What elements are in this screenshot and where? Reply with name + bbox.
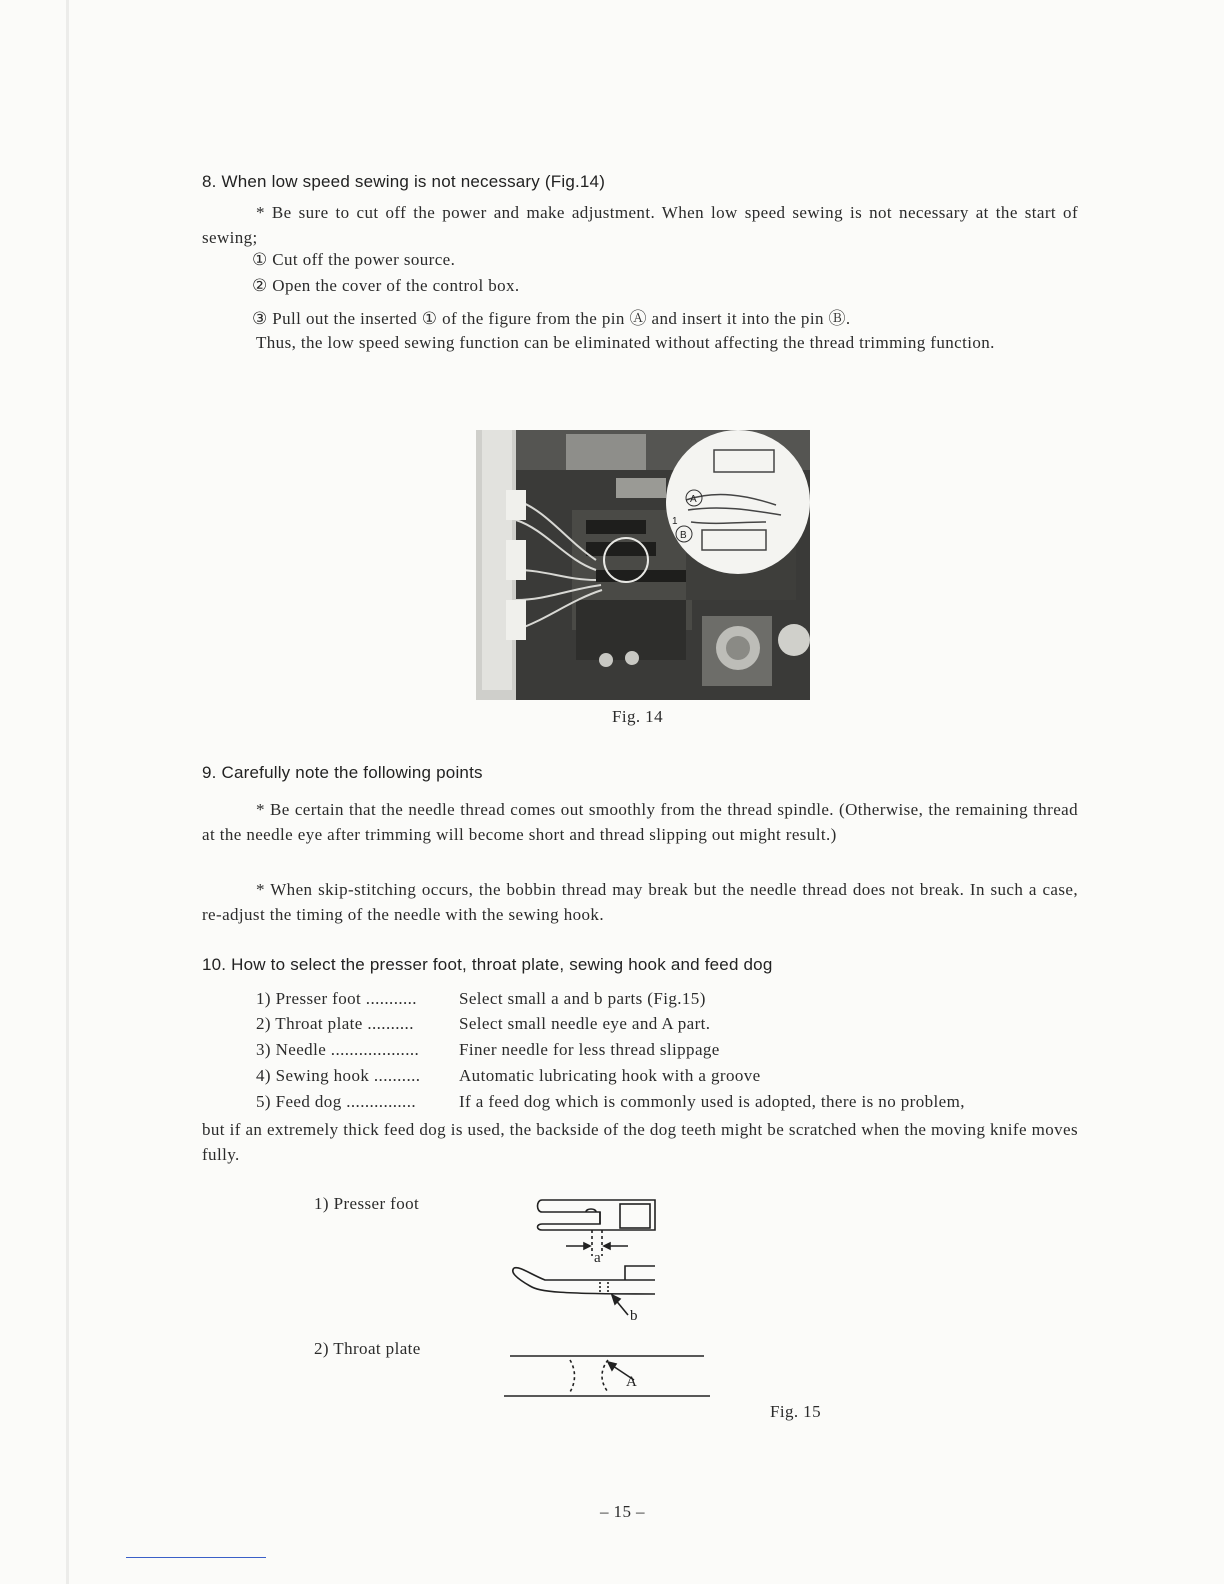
section-8-step-2: ② Open the cover of the control box. [252, 276, 520, 295]
throat-plate-label: 2) Throat plate [314, 1339, 421, 1358]
page-number: – 15 – [600, 1502, 645, 1521]
item-4-label: 4) Sewing hook .......... [256, 1066, 421, 1085]
item-4-desc: Automatic lubricating hook with a groove [459, 1066, 761, 1085]
item-1-label: 1) Presser foot ........... [256, 989, 417, 1008]
item-5-label: 5) Feed dog ............... [256, 1092, 417, 1111]
fig-15-caption: Fig. 15 [770, 1402, 821, 1421]
dimension-a-label: a [594, 1250, 601, 1266]
presser-foot-label: 1) Presser foot [314, 1194, 420, 1213]
footer-rule [126, 1557, 266, 1558]
section-8-step-3: ③ Pull out the inserted ① of the figure from the pin Ⓐ and insert it into the pin Ⓑ. [252, 309, 851, 328]
item-5-continuation: but if an extremely thick feed dog is used, the backside of the dog teeth might be scratched when the moving knife moves fully. [202, 1120, 1078, 1164]
section-9-point-1: * Be certain that the needle thread comes out smoothly from the thread spindle. (Otherwise, the remaining thread at the needle eye after trimming will become short and thread slipping out might result.) [202, 800, 1078, 844]
item-3-desc: Finer needle for less thread slippage [459, 1040, 720, 1059]
section-8-heading: 8. When low speed sewing is not necessary (Fig.14) [202, 172, 606, 191]
item-5-desc: If a feed dog which is commonly used is adopted, there is no problem, [459, 1092, 965, 1111]
section-9-point-2: * When skip-stitching occurs, the bobbin thread may break but the needle thread does not break. In such a case, re-adjust the timing of the needle with the sewing hook. [202, 880, 1078, 924]
item-3-label: 3) Needle ................... [256, 1040, 420, 1059]
fig-14-caption: Fig. 14 [612, 707, 663, 726]
section-8-result: Thus, the low speed sewing function can be eliminated without affecting the thread trimming function. [256, 333, 995, 352]
item-2-label: 2) Throat plate .......... [256, 1014, 414, 1033]
item-1-desc: Select small a and b parts (Fig.15) [459, 989, 706, 1008]
section-10-heading: 10. How to select the presser foot, throat plate, sewing hook and feed dog [202, 955, 773, 974]
part-a-label: A [626, 1374, 637, 1390]
connector-1-label: 1 [672, 516, 678, 527]
control-box-photo [476, 430, 810, 700]
item-2-desc: Select small needle eye and A part. [459, 1014, 711, 1033]
section-8-step-1: ① Cut off the power source. [252, 250, 456, 269]
section-9-heading: 9. Carefully note the following points [202, 763, 483, 782]
section-8-intro: * Be sure to cut off the power and make adjustment. When low speed sewing is not necessary at the start of sewing; [202, 203, 1078, 247]
fig-15-diagram [500, 1190, 720, 1410]
dimension-b-label: b [630, 1308, 638, 1324]
pin-b-label: B [680, 530, 687, 541]
pin-a-label: A [690, 494, 697, 505]
